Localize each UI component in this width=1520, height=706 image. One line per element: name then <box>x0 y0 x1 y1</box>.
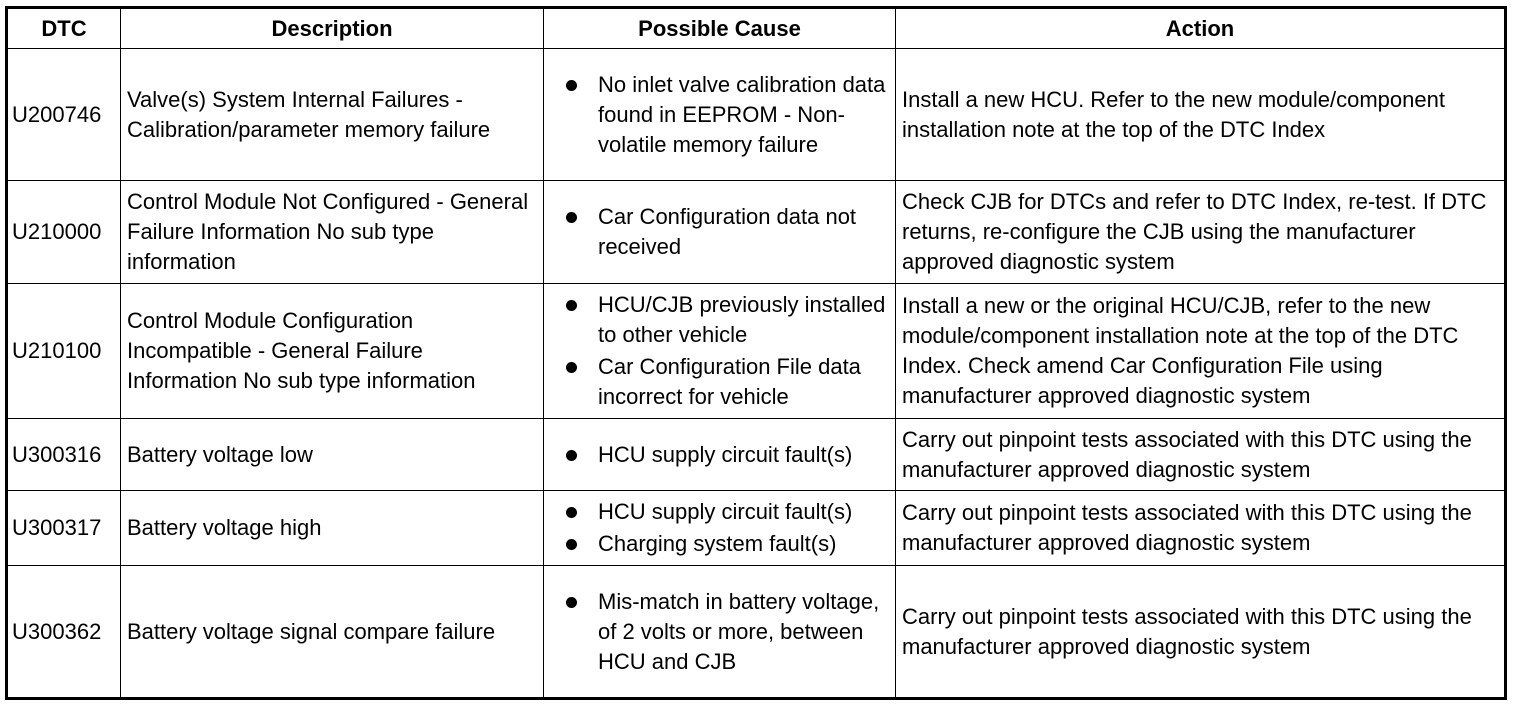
dtc-code: U300362 <box>7 566 121 699</box>
table-row <box>7 491 1506 566</box>
description-cell: Valve(s) System Internal Failures - Calibration/parameter memory failure <box>121 49 544 181</box>
dtc-code: U300316 <box>7 419 121 491</box>
header-action: Action <box>896 8 1506 49</box>
cause-cell <box>544 49 896 181</box>
cause-list <box>564 70 893 160</box>
cause-item: HCU supply circuit fault(s) <box>564 497 893 527</box>
cause-item: HCU supply circuit fault(s) <box>564 440 893 470</box>
cause-cell <box>544 284 896 419</box>
description-cell: Control Module Configuration Incompatible - General Failure Information No sub type information <box>121 284 544 419</box>
cause-item: Mis-match in battery voltage, of 2 volts or more, between HCU and CJB <box>564 587 893 677</box>
table-row <box>7 566 1506 699</box>
cause-item: Car Configuration data not received <box>564 202 893 262</box>
description-cell: Battery voltage high <box>121 491 544 566</box>
action-cell: Install a new HCU. Refer to the new module/component installation note at the top of the DTC Index <box>896 49 1506 181</box>
header-row <box>7 8 1506 49</box>
action-cell: Carry out pinpoint tests associated with this DTC using the manufacturer approved diagnostic system <box>896 566 1506 699</box>
cause-item: Charging system fault(s) <box>564 529 893 559</box>
dtc-table <box>5 6 1507 700</box>
action-cell: Install a new or the original HCU/CJB, refer to the new module/component installation note at the top of the DTC Index. Check amend Car Configuration File using manufacturer approved diagnostic system <box>896 284 1506 419</box>
cause-list <box>564 440 893 470</box>
cause-list <box>564 497 893 559</box>
dtc-code: U300317 <box>7 491 121 566</box>
description-cell: Battery voltage low <box>121 419 544 491</box>
table-row <box>7 419 1506 491</box>
cause-list <box>564 290 893 412</box>
cause-item: HCU/CJB previously installed to other vehicle <box>564 290 893 350</box>
cause-cell <box>544 419 896 491</box>
cause-item: Car Configuration File data incorrect for vehicle <box>564 352 893 412</box>
cause-cell <box>544 566 896 699</box>
cause-cell <box>544 491 896 566</box>
dtc-code: U200746 <box>7 49 121 181</box>
table-row <box>7 181 1506 284</box>
action-cell: Check CJB for DTCs and refer to DTC Index, re-test. If DTC returns, re-configure the CJB using the manufacturer approved diagnostic system <box>896 181 1506 284</box>
dtc-code: U210100 <box>7 284 121 419</box>
cause-list <box>564 202 893 262</box>
dtc-code: U210000 <box>7 181 121 284</box>
cause-list <box>564 587 893 677</box>
table-row <box>7 284 1506 419</box>
action-cell: Carry out pinpoint tests associated with this DTC using the manufacturer approved diagnostic system <box>896 491 1506 566</box>
cause-cell <box>544 181 896 284</box>
table-row <box>7 49 1506 181</box>
dtc-table-container <box>5 6 1507 700</box>
header-description: Description <box>121 8 544 49</box>
header-possible-cause: Possible Cause <box>544 8 896 49</box>
description-cell: Battery voltage signal compare failure <box>121 566 544 699</box>
header-dtc: DTC <box>7 8 121 49</box>
description-cell: Control Module Not Configured - General Failure Information No sub type information <box>121 181 544 284</box>
cause-item: No inlet valve calibration data found in EEPROM - Non-volatile memory failure <box>564 70 893 160</box>
action-cell: Carry out pinpoint tests associated with this DTC using the manufacturer approved diagnostic system <box>896 419 1506 491</box>
